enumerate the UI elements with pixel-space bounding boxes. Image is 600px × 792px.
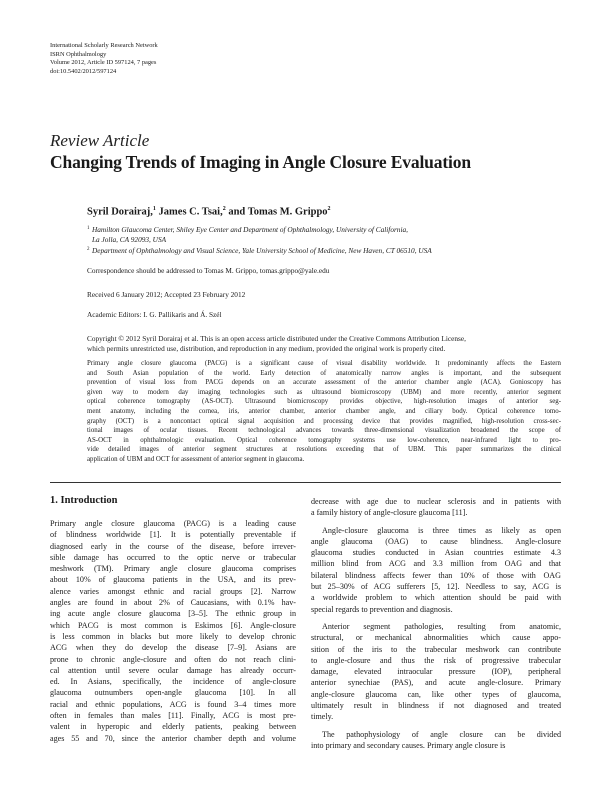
section-divider — [50, 482, 561, 483]
body-line: which PACG is most common is Eskimos [6]. Angle-closure — [50, 620, 296, 630]
abstract-line: given way to modern day imaging technologies such as ultrasound biomicroscopy (UBM) and more recently, anterior segment — [87, 388, 561, 396]
affiliation-line: Department of Ophthalmology and Visual Science, Yale University School of Medicine, New Haven, CT 06510, USA — [92, 245, 432, 255]
journal-network: International Scholarly Research Network — [50, 42, 158, 49]
body-line: angle glaucoma (OAG) to cause blindness. Angle-closure — [311, 536, 561, 546]
body-line: timely. — [311, 712, 334, 722]
body-line: prone to chronic angle-closure and often do not reach clini- — [50, 654, 296, 664]
body-line: Anterior segment pathologies, resulting from anatomic, — [322, 621, 561, 631]
body-line: ed. In Asians, specifically, the incidence of angle-closure — [50, 677, 296, 687]
body-line: glaucoma studies conducted in Asian countries estimate 4.3 — [311, 548, 561, 558]
body-line: alence varies amongst ethnic and racial groups [2]. Narrow — [50, 586, 296, 596]
body-line: is less common in blacks but more likely to develop chronic — [50, 631, 296, 641]
body-column-left — [50, 518, 296, 744]
copyright-notice — [87, 334, 561, 355]
body-line: special regards to prevention and diagnosis. — [311, 604, 453, 614]
body-line: decrease with age due to nuclear sclerosis and in patients with — [311, 497, 561, 506]
abstract-line: prevention of visual loss from PACG depends on an accurate assessment of the anterior chamber angle (ACA). Gonioscopy has — [87, 379, 561, 387]
abstract — [87, 359, 561, 465]
abstract-line: AS-OCT in ophthalmologic evaluation. Optical coherence tomography systems use low-coherence, near-infrared light to pro- — [87, 436, 561, 444]
body-line: million blind from ACG and 3.3 million from OAG and that — [311, 559, 561, 569]
affiliations — [87, 225, 557, 256]
body-line: ACG when they do develop the disease [7–9]. Asians are — [50, 643, 296, 653]
body-line: cal attention until severe ocular damage has already occurr- — [50, 665, 296, 675]
body-line: diagnosed early in the course of the disease, before irrever- — [50, 541, 296, 551]
abstract-line: Primary angle closure glaucoma (PACG) is a significant cause of visual disability worldwide. It predominantly affects the Eastern — [87, 360, 561, 367]
body-line: structural, or mechanical abnormalities which cause appo- — [311, 633, 561, 643]
body-line: The pathophysiology of angle closure can be divided — [322, 729, 561, 739]
journal-volume: Volume 2012, Article ID 597124, 7 pages — [50, 59, 157, 67]
body-line: Angle-closure glaucoma is three times as likely as open — [322, 525, 561, 535]
received-dates: Received 6 January 2012; Accepted 23 February 2012 — [87, 290, 246, 299]
body-line: sible damage has occurred to the optic nerve or trabecular — [50, 552, 296, 562]
copyright-line: Copyright © 2012 Syril Dorairaj et al. This is an open access article distributed under the Creative Commons Attribution License, — [87, 334, 466, 343]
author-2-affil: 2 — [222, 206, 226, 212]
journal-header — [50, 42, 158, 76]
affiliation-number: 1 — [87, 226, 90, 231]
abstract-line: tional images of ocular tissues. Recent technological advances towards three-dimensional visualization broadened the scope of — [87, 427, 561, 435]
body-line: glaucoma outnumbers open-angle glaucoma [10]. In all — [50, 688, 296, 698]
body-line: racial and ethnic populations, ACG is found 3–4 times more — [50, 699, 296, 709]
affiliation-number: 2 — [87, 246, 90, 252]
body-line: into primary and secondary causes. Primary angle closure is — [311, 740, 506, 750]
body-line: often in females than males [11]. Finally, ACG is most pre- — [50, 711, 296, 721]
journal-doi: doi:10.5402/2012/597124 — [50, 67, 117, 75]
body-line: about 10% of glaucoma patients in the USA, and its prev- — [50, 575, 296, 585]
body-line: ages 55 and 70, since the anterior chamber depth and volume — [50, 733, 296, 743]
author-list — [87, 206, 331, 218]
body-line: but 25–30% of ACG sufferers [5, 12]. Needless to say, ACG is — [311, 582, 561, 592]
author-2: James C. Tsai, — [155, 206, 223, 218]
body-line: angles are found in about 2% of Caucasians, with 0.1% hav- — [50, 598, 296, 608]
affiliation-line: La Jolla, CA 92093, USA — [92, 235, 167, 245]
article-title: Changing Trends of Imaging in Angle Closure Evaluation — [50, 152, 471, 172]
body-line: ultimately result in blindness if not diagnosed and treated — [311, 701, 561, 711]
body-line: ing acute angle closure glaucoma [3–5]. The ethnic group in — [50, 609, 296, 619]
journal-name: ISRN Ophthalmology — [50, 50, 107, 58]
affiliation-line: Hamilton Glaucoma Center, Shiley Eye Center and Department of Ophthalmology, University of California, — [92, 225, 408, 234]
section-heading: 1. Introduction — [50, 495, 118, 506]
body-line: Primary angle closure glaucoma (PACG) is a leading cause — [50, 519, 296, 528]
body-line: to angle-closure and thus the risk of progressive trabecular — [311, 655, 561, 665]
body-line: valent in hyperopic and elderly patients, peaking between — [50, 722, 296, 732]
affiliation-1 — [87, 225, 557, 246]
body-line: sition of the iris to the trabecular meshwork can contribute — [311, 644, 561, 654]
body-line: anterior synechiae (PAS), and acute angle-closure. Primary — [311, 678, 561, 688]
body-line: of blindness worldwide [1]. It is potentially preventable if — [50, 530, 296, 540]
abstract-line: graphy (OCT) is a noncontact optical signal acquisition and processing device that provides magnified, high-resolution cross-sec- — [87, 417, 561, 425]
abstract-line: and South Asian population of the world. Early detection of anatomically narrow angles is important, and the subsequent — [87, 369, 561, 377]
author-3: and Tomas M. Grippo — [225, 206, 328, 218]
affiliation-2 — [87, 246, 557, 256]
body-column-right — [311, 496, 561, 751]
abstract-line: application of UBM and OCT for assessment of anterior segment in glaucoma. — [87, 455, 305, 463]
author-3-affil: 2 — [327, 206, 331, 212]
abstract-line: optical coherence tomography (AS-OCT). Ultrasound biomicroscopy provides objective, high-resolution images of anterior seg- — [87, 398, 561, 406]
body-line: a worldwide problem to which attention should be paid with — [311, 593, 561, 603]
body-line: angle-closure glaucoma can, like other types of glaucoma, — [311, 689, 561, 699]
body-line: meshwork (TM). Primary angle closure glaucoma comprises — [50, 564, 296, 574]
academic-editors: Academic Editors: I. G. Pallikaris and Á. Szél — [87, 310, 222, 319]
correspondence: Correspondence should be addressed to Tomas M. Grippo, tomas.grippo@yale.edu — [87, 266, 330, 275]
copyright-line: which permits unrestricted use, distribution, and reproduction in any medium, provided the original work is properly cited. — [87, 344, 446, 354]
abstract-line: vide detailed images of anterior segment structures at resolutions exceeding that of UBM. This paper summarizes the clinical — [87, 446, 561, 454]
abstract-line: ment anatomy, including the cornea, iris, anterior chamber, anterior chamber angle, and ciliary body. Optical coherence tomo- — [87, 407, 561, 415]
body-line: bilateral blindness affects fewer than 10% of those with OAG — [311, 570, 561, 580]
body-line: a family history of angle-closure glaucoma [11]. — [311, 508, 468, 518]
article-type: Review Article — [50, 131, 150, 150]
author-1: Syril Dorairaj, — [87, 206, 153, 218]
body-line: damage, elevated intraocular pressure (IOP), peripheral — [311, 667, 561, 677]
author-1-affil: 1 — [152, 206, 156, 212]
